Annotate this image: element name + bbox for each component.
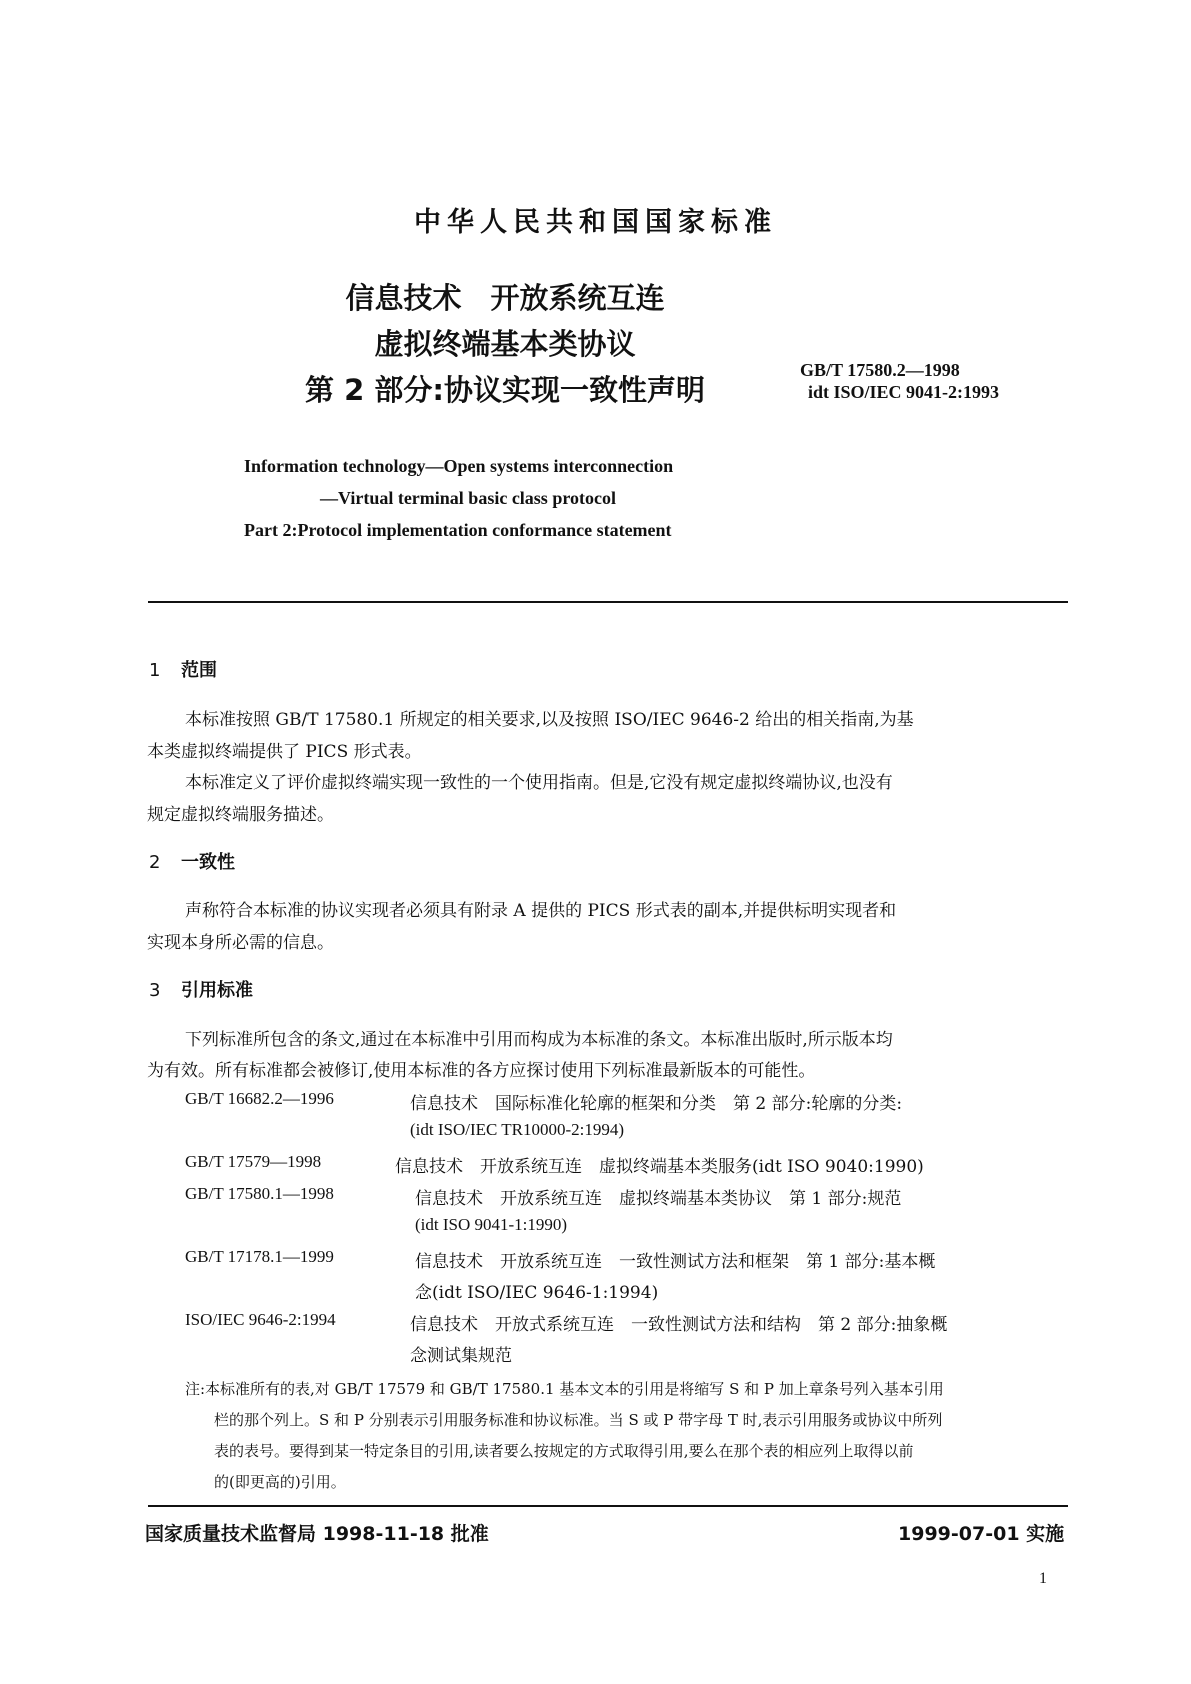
cn-title-line-2: 虚拟终端基本类协议 xyxy=(374,327,636,361)
section-2-heading xyxy=(149,848,235,874)
reference-title: 信息技术 国际标准化轮廓的框架和分类 第 2 部分:轮廓的分类: xyxy=(410,1094,903,1114)
standard-idt: idt ISO/IEC 9041-2:1993 xyxy=(808,382,1000,402)
section-3-number: 3 xyxy=(149,980,161,1001)
reference-title: 信息技术 开放式系统互连 一致性测试方法和结构 第 2 部分:抽象概 xyxy=(410,1315,948,1335)
national-standard-title: 中华人民共和国国家标准 xyxy=(414,207,777,238)
reference-title-continued: 念(idt ISO/IEC 9646-1:1994) xyxy=(415,1283,659,1303)
s3-paragraph-1-line-1: 下列标准所包含的条文,通过在本标准中引用而构成为本标准的条文。本标准出版时,所示版本均 xyxy=(185,1030,893,1050)
s2-paragraph-1-line-1: 声称符合本标准的协议实现者必须具有附录 A 提供的 PICS 形式表的副本,并提供标明实现者和 xyxy=(185,901,897,921)
note-line-3: 表的表号。要得到某一特定条目的引用,读者要么按规定的方式取得引用,要么在那个表的相应列上取得以前 xyxy=(214,1442,914,1460)
s2-paragraph-1-line-2: 实现本身所必需的信息。 xyxy=(147,933,334,953)
reference-title: 信息技术 开放系统互连 一致性测试方法和框架 第 1 部分:基本概 xyxy=(415,1252,936,1272)
s1-paragraph-2-line-2: 规定虚拟终端服务描述。 xyxy=(147,805,334,825)
section-1-heading xyxy=(149,656,217,682)
approval-text: 国家质量技术监督局 1998-11-18 批准 xyxy=(145,1523,489,1545)
section-3-heading xyxy=(149,976,253,1002)
effective-date-text: 1999-07-01 实施 xyxy=(898,1523,1065,1545)
section-1-title: 范围 xyxy=(181,660,217,681)
note-line-2: 栏的那个列上。S 和 P 分别表示引用服务标准和协议标准。当 S 或 P 带字母 T 时,表示引用服务或协议中所列 xyxy=(214,1411,943,1429)
s1-paragraph-1-line-1: 本标准按照 GB/T 17580.1 所规定的相关要求,以及按照 ISO/IEC 9646-2 给出的相关指南,为基 xyxy=(185,710,914,730)
footer-divider xyxy=(148,1505,1068,1507)
en-title-line-3: Part 2:Protocol implementation conformance statement xyxy=(244,520,672,540)
reference-title-continued: 念测试集规范 xyxy=(410,1346,512,1366)
reference-title-continued: (idt ISO 9041-1:1990) xyxy=(415,1215,568,1234)
reference-code: GB/T 17579—1998 xyxy=(185,1152,322,1171)
note-line-4: 的(即更高的)引用。 xyxy=(214,1473,346,1491)
reference-title: 信息技术 开放系统互连 虚拟终端基本类协议 第 1 部分:规范 xyxy=(415,1189,902,1209)
s3-paragraph-1-line-2: 为有效。所有标准都会被修订,使用本标准的各方应探讨使用下列标准最新版本的可能性。 xyxy=(147,1061,816,1081)
reference-code: GB/T 17178.1—1999 xyxy=(185,1247,334,1266)
reference-title-continued: (idt ISO/IEC TR10000-2:1994) xyxy=(410,1120,625,1139)
reference-title: 信息技术 开放系统互连 虚拟终端基本类服务(idt ISO 9040:1990) xyxy=(395,1157,924,1177)
cn-title-line-3: 第 2 部分:协议实现一致性声明 xyxy=(305,373,705,407)
cn-title-line-1: 信息技术 开放系统互连 xyxy=(345,281,665,315)
section-3-title: 引用标准 xyxy=(181,980,253,1001)
reference-code: GB/T 16682.2—1996 xyxy=(185,1089,334,1108)
en-title-line-1: Information technology—Open systems interconnection xyxy=(244,456,674,476)
header-divider xyxy=(148,601,1068,603)
en-title-line-2: —Virtual terminal basic class protocol xyxy=(320,488,616,508)
reference-code: ISO/IEC 9646-2:1994 xyxy=(185,1310,336,1329)
s1-paragraph-2-line-1: 本标准定义了评价虚拟终端实现一致性的一个使用指南。但是,它没有规定虚拟终端协议,也没有 xyxy=(185,773,893,793)
standard-number: GB/T 17580.2—1998 xyxy=(800,360,960,380)
note-line-1: 注:本标准所有的表,对 GB/T 17579 和 GB/T 17580.1 基本文本的引用是将缩写 S 和 P 加上章条号列入基本引用 xyxy=(185,1380,944,1398)
page-number: 1 xyxy=(1039,1570,1047,1587)
section-2-title: 一致性 xyxy=(181,852,235,873)
section-2-number: 2 xyxy=(149,852,161,873)
s1-paragraph-1-line-2: 本类虚拟终端提供了 PICS 形式表。 xyxy=(147,742,422,762)
reference-code: GB/T 17580.1—1998 xyxy=(185,1184,334,1203)
section-1-number: 1 xyxy=(149,660,161,681)
